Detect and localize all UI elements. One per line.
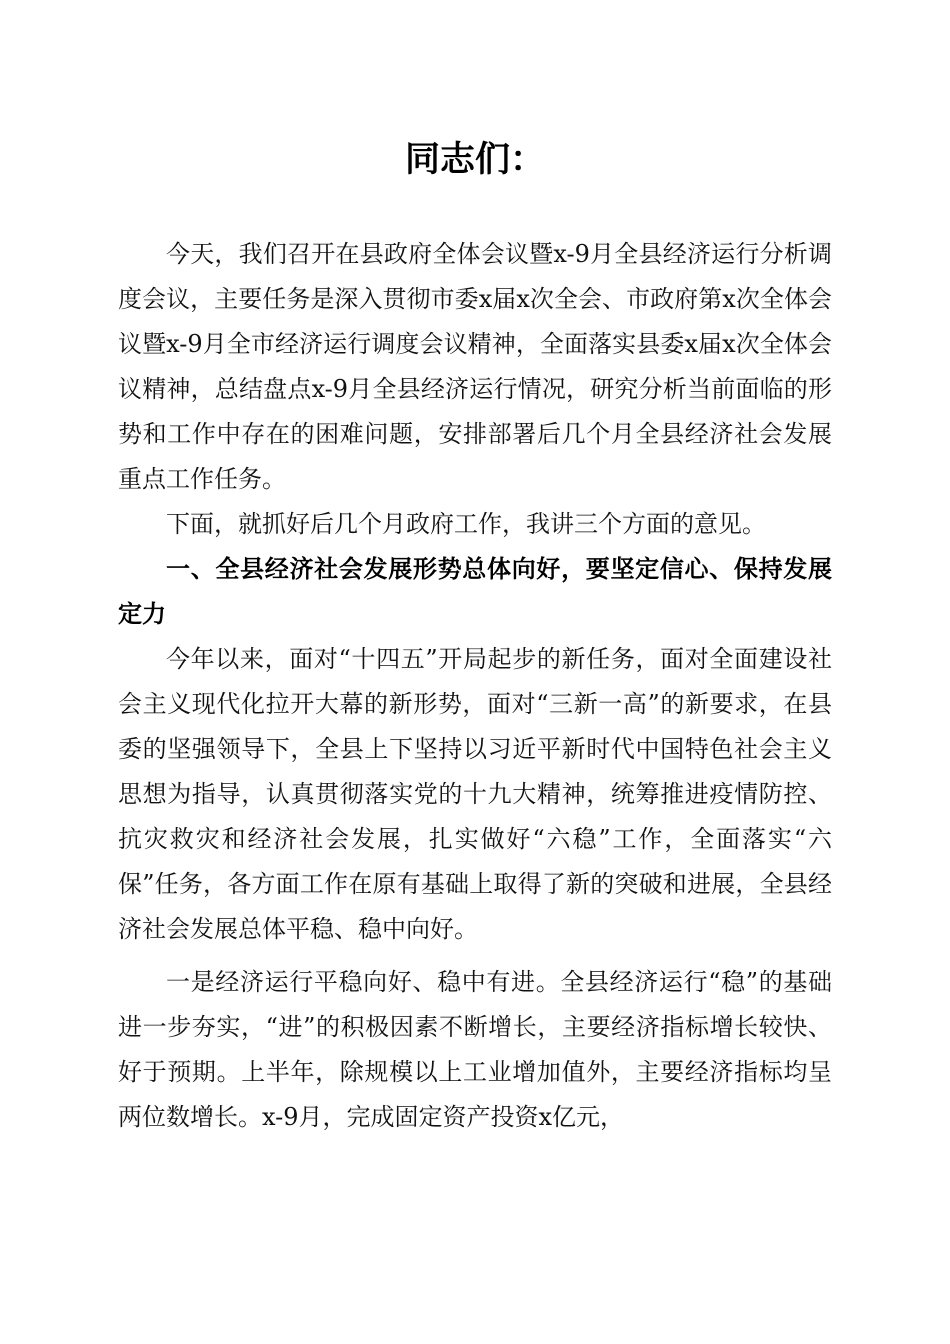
section-paragraph: 今年以来，面对“十四五”开局起步的新任务，面对全面建设社会主义现代化拉开大幕的新形势，面对“三新一高”的新要求，在县委的坚强领导下，全县上下坚持以习近平新时代中国特色社会主义思想为指导，认真贯彻落实党的十九大精神，统筹推进疫情防控、抗灾救灾和经济社会发展，扎实做好“六稳”工作，全面落实“六保”任务，各方面工作在原有基础上取得了新的突破和进展，全县经济社会发展总体平稳、稳中向好。 (118, 645, 832, 943)
document-title: 同志们： (404, 140, 545, 180)
section-heading: 一、全县经济社会发展形势总体向好，要坚定信心、保持发展定力 (118, 555, 832, 628)
intro-paragraph: 今天，我们召开在县政府全体会议暨x-9月全县经济运行分析调度会议，主要任务是深入贯彻市委x届x次全会、市政府第x次全体会议暨x-9月全市经济运行调度会议精神，全面落实县委x届x次全体会议精神，总结盘点x-9月全县经济运行情况，研究分析当前面临的形势和工作中存在的困难问题，安排部署后几个月全县经济社会发展重点工作任务。 (118, 240, 832, 493)
section-paragraph: 一是经济运行平稳向好、稳中有进。全县经济运行“稳”的基础进一步夯实，“进”的积极因素不断增长，主要经济指标增长较快、好于预期。上半年，除规模以上工业增加值外，主要经济指标均呈两位数增长。x-9月，完成固定资产投资x亿元， (118, 968, 832, 1131)
document-body (118, 232, 832, 1140)
outline-paragraph: 下面，就抓好后几个月政府工作，我讲三个方面的意见。 (166, 510, 766, 538)
